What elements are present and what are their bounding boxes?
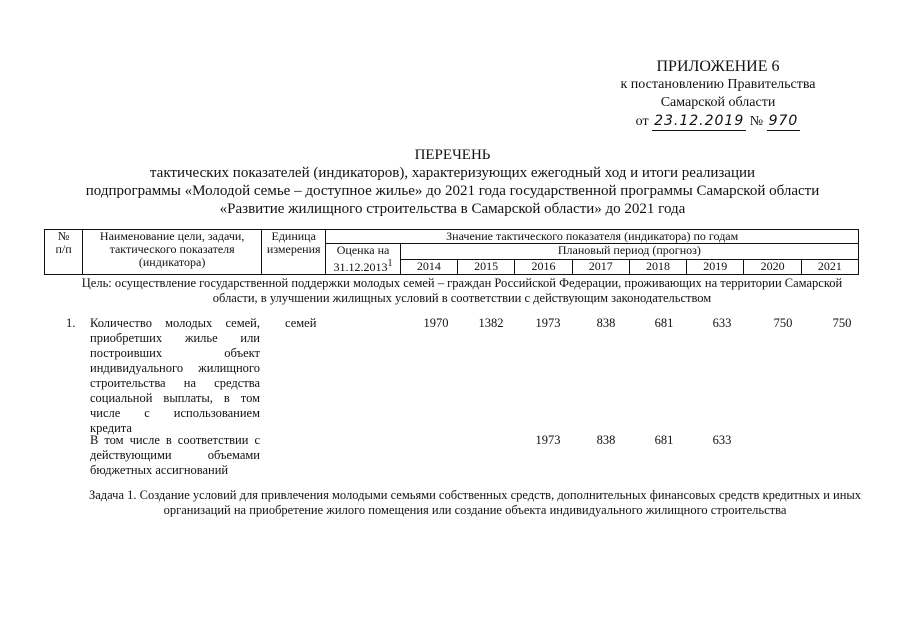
goal-line2: области, в улучшении жилищных условий в соответствии с действующим законодательством	[212, 291, 712, 305]
task-text	[80, 488, 870, 518]
col-name-label1: Наименование цели, задачи,	[99, 229, 245, 243]
col-name-label2: тактического показателя	[109, 242, 235, 256]
row1-value-2020: 750	[773, 316, 793, 330]
task-line2: организаций на приобретение жилого помещения или создание объекта индивидуального жилищного строительства	[163, 503, 787, 517]
goal-line1: Цель: осуществление государственной поддержки молодых семей – граждан Российской Федерации, проживающих на территории Самарской	[81, 276, 843, 290]
year-header: 2016	[515, 259, 572, 275]
document-title	[0, 146, 905, 218]
doc-heading: ПЕРЕЧЕНЬ	[414, 147, 491, 163]
col-unit-header	[262, 230, 326, 275]
row2-value-2018: 681	[654, 433, 674, 447]
appendix-title: ПРИЛОЖЕНИЕ 6	[656, 58, 780, 75]
indicator-table-header	[44, 229, 859, 275]
values-header: Значение тактического показателя (индикатора) по годам	[326, 230, 859, 244]
number-prefix: №	[749, 114, 764, 129]
estimate-footnote: 1	[387, 258, 393, 269]
date-prefix: от	[635, 114, 649, 129]
col-unit-label2: измерения	[266, 242, 321, 256]
row2-value-2016: 1973	[535, 433, 561, 447]
row2-value-2017: 838	[596, 433, 616, 447]
row1-name: Количество молодых семей, приобретших жилье или построивших объект индивидуального жилищного строительства на средства социальной выплаты, в том числе с использованием кредита	[90, 316, 260, 435]
appendix-line2: Самарской области	[660, 95, 776, 110]
handwritten-number: 970	[768, 113, 799, 129]
row1-unit: семей	[285, 316, 317, 330]
year-header: 2021	[801, 259, 858, 275]
row1-value-2015: 1382	[478, 316, 504, 330]
appendix-block	[603, 58, 833, 131]
plan-header: Плановый период (прогноз)	[400, 244, 858, 260]
doc-line1: тактических показателей (индикаторов), характеризующих ежегодный ход и итоги реализации	[149, 165, 756, 181]
estimate-header	[326, 244, 400, 275]
estimate-label2	[328, 257, 397, 274]
row2-name: В том числе в соответствии с действующими объемами бюджетных ассигнований	[90, 433, 260, 477]
row1-value-2016: 1973	[535, 316, 561, 330]
year-header: 2017	[572, 259, 629, 275]
col-num-header	[45, 230, 83, 275]
row1-number: 1.	[66, 316, 76, 330]
row2-value-2019: 633	[712, 433, 732, 447]
year-header: 2019	[687, 259, 744, 275]
row1-value-2018: 681	[654, 316, 674, 330]
col-name-header	[83, 230, 262, 275]
row1-value-2014: 1970	[423, 316, 449, 330]
row1-value-2017: 838	[596, 316, 616, 330]
col-num-label2: п/п	[55, 242, 72, 256]
appendix-date-line	[603, 112, 833, 131]
year-header: 2018	[629, 259, 686, 275]
row1-value-2019: 633	[712, 316, 732, 330]
appendix-line1: к постановлению Правительства	[620, 77, 816, 92]
year-header: 2020	[744, 259, 801, 275]
handwritten-date: 23.12.2019	[654, 113, 745, 129]
goal-text	[62, 276, 862, 306]
year-header: 2015	[458, 259, 515, 275]
col-name-label3: (индикатора)	[138, 255, 206, 269]
estimate-date: 31.12.2013	[333, 260, 388, 274]
doc-line2: подпрограммы «Молодой семье – доступное жилье» до 2021 года государственной программы Самарской области	[85, 183, 820, 199]
col-unit-label1: Единица	[271, 229, 316, 243]
doc-line3: «Развитие жилищного строительства в Самарской области» до 2021 года	[219, 201, 686, 217]
row1-value-2021: 750	[832, 316, 852, 330]
year-header: 2014	[400, 259, 457, 275]
task-line1: Задача 1. Создание условий для привлечения молодыми семьями собственных средств, дополнительных финансовых средств кредитных и иных	[88, 488, 862, 502]
estimate-label1: Оценка на	[336, 243, 390, 257]
col-num-label1: №	[57, 229, 70, 243]
